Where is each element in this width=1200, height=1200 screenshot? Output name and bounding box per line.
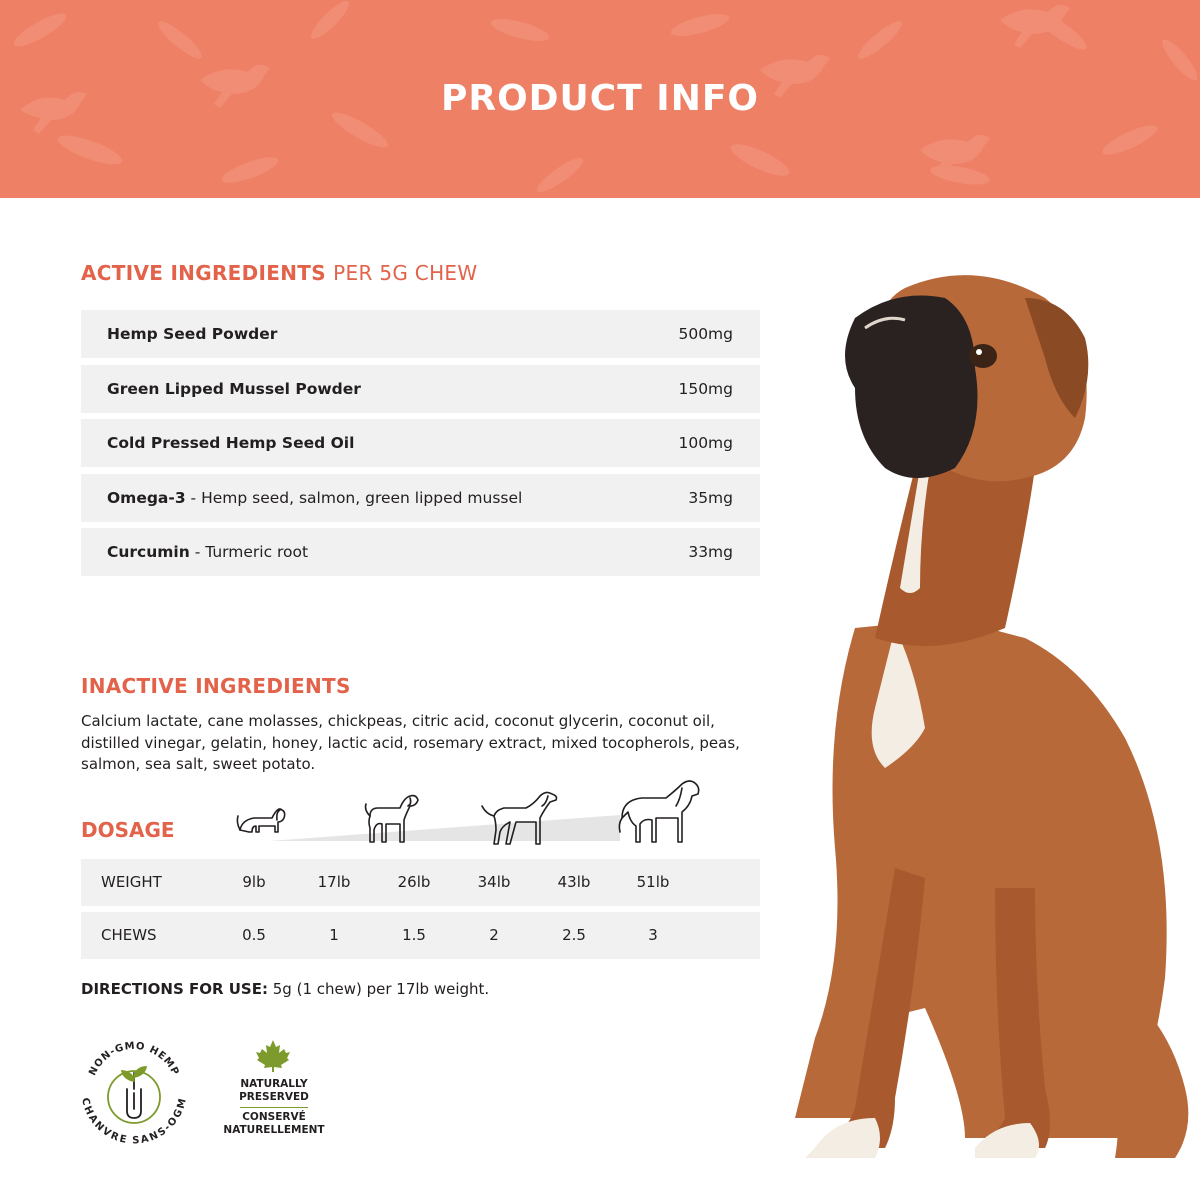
- dosage-table: [81, 859, 760, 965]
- page-title: PRODUCT INFO: [440, 78, 760, 119]
- ingredient-label: [107, 434, 354, 452]
- weight-cell: 51lb: [636, 873, 670, 891]
- ingredient-row: [81, 474, 760, 522]
- naturally-text: NATURALLY: [240, 1078, 308, 1090]
- dog-size-scale: [230, 778, 710, 848]
- ingredient-row: [81, 365, 760, 413]
- chews-cell: 0.5: [242, 926, 266, 944]
- chews-cell: 2: [489, 926, 499, 944]
- gmo-top-text: NON-GMO HEMP: [87, 1040, 181, 1078]
- ingredient-row: [81, 419, 760, 467]
- weight-cell: 9lb: [242, 873, 266, 891]
- ingredient-name: Green Lipped Mussel Powder: [107, 379, 361, 398]
- svg-text:NON-GMO HEMP: [87, 1041, 180, 1078]
- non-gmo-hemp-badge: [78, 1035, 190, 1147]
- chews-cell: 1.5: [402, 926, 426, 944]
- header-banner: [0, 0, 1200, 198]
- ingredient-label: [107, 380, 361, 398]
- preserved-text: PRESERVED: [239, 1091, 309, 1103]
- chews-cell: 1: [329, 926, 339, 944]
- ingredient-name: Cold Pressed Hemp Seed Oil: [107, 434, 355, 452]
- directions-text: 5g (1 chew) per 17lb weight.: [267, 980, 490, 998]
- weight-cell: 17lb: [317, 873, 351, 891]
- chews-row: [81, 912, 760, 959]
- badge-divider: [240, 1107, 308, 1108]
- weight-cell: 26lb: [397, 873, 431, 891]
- active-heading-bold: ACTIVE INGREDIENTS: [81, 261, 326, 285]
- small-dog-icon: [237, 809, 284, 832]
- inactive-ingredients-heading: INACTIVE INGREDIENTS: [81, 674, 351, 698]
- boxer-dog-photo: [795, 268, 1200, 1168]
- ingredient-label: [107, 489, 522, 507]
- weight-label: WEIGHT: [101, 873, 162, 891]
- active-heading-light: PER 5G CHEW: [333, 261, 478, 285]
- directions-for-use: [81, 980, 489, 998]
- chews-cell: 2.5: [562, 926, 586, 944]
- dosage-heading: DOSAGE: [81, 818, 175, 842]
- ingredient-amount: 500mg: [678, 325, 733, 343]
- ingredient-detail: - Turmeric root: [189, 543, 309, 561]
- inactive-ingredients-text: Calcium lactate, cane molasses, chickpeas, citric acid, coconut glycerin, coconut oil, distilled vinegar, gelatin, honey, lactic acid, rosemary extract, mixed tocopherols, peas, salmon, sea salt, sweet potato.: [81, 712, 740, 773]
- chews-cell: 3: [648, 926, 658, 944]
- directions-label: DIRECTIONS FOR USE:: [81, 980, 268, 998]
- size-wedge: [270, 815, 620, 841]
- weight-cell: 43lb: [557, 873, 591, 891]
- ingredient-detail: - Hemp seed, salmon, green lipped mussel: [185, 488, 523, 507]
- ingredient-name: Curcumin: [107, 543, 190, 561]
- xlarge-dog-icon: [619, 781, 698, 842]
- gmo-bottom-text: CHANVRE SANS-OGM: [79, 1096, 190, 1147]
- ingredient-label: [107, 543, 308, 561]
- ingredient-amount: 150mg: [678, 379, 733, 398]
- ingredient-label: [107, 325, 277, 343]
- conserve-text: CONSERVÉ: [242, 1111, 306, 1123]
- naturellement-text: NATURELLEMENT: [223, 1124, 325, 1136]
- weight-row: [81, 859, 760, 906]
- naturally-preserved-badge: [218, 1038, 330, 1148]
- hemp-test-tube-icon: [108, 1067, 160, 1123]
- maple-leaf-icon: [256, 1038, 290, 1072]
- active-ingredients-heading: [81, 261, 477, 285]
- active-ingredients-table: [81, 310, 760, 583]
- chews-label: CHEWS: [101, 926, 157, 944]
- ingredient-amount: 35mg: [688, 488, 733, 507]
- weight-cell: 34lb: [477, 873, 511, 891]
- ingredient-row: [81, 310, 760, 358]
- ingredient-name: Hemp Seed Powder: [107, 325, 278, 343]
- ingredient-name: Omega-3: [107, 488, 186, 507]
- ingredient-amount: 33mg: [688, 543, 733, 561]
- ingredient-amount: 100mg: [678, 434, 733, 452]
- ingredient-row: [81, 528, 760, 576]
